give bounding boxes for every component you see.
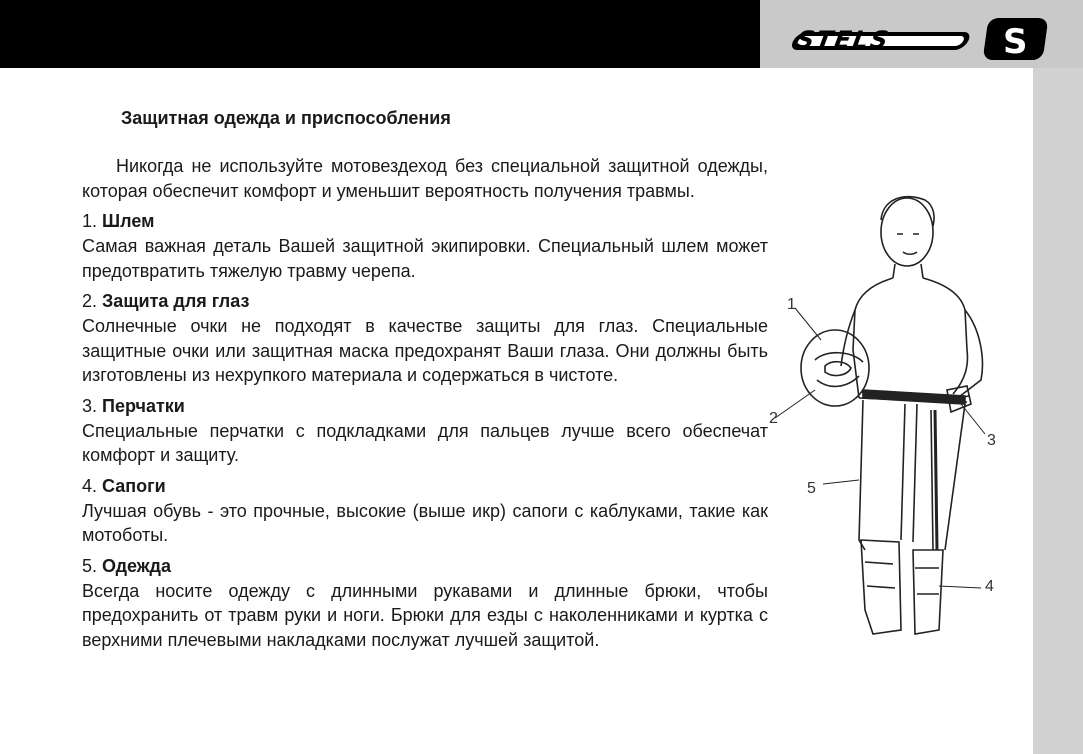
section-eye-protection: [82, 289, 768, 388]
rider-figure: [755, 190, 1025, 650]
section-number: 2.: [82, 291, 98, 311]
section-body: Специальные перчатки с подкладками для пальцев лучше всего обеспечат комфорт и защиту.: [82, 420, 768, 465]
section-clothing: [82, 554, 768, 653]
section-number: 5.: [82, 555, 98, 576]
section-body: Солнечные очки не подходят в качестве защиты для глаз. Специальные защитные очки или защитная маска предохранят Ваши глаза. Они должны быть изготовлены из нехрупкого материала и содержаться в чистоте.: [82, 316, 768, 385]
section-body: Лучшая обувь - это прочные, высокие (выше икр) сапоги с каблуками, такие как мотоботы.: [82, 500, 768, 545]
section-body: Всегда носите одежду с длинными рукавами и длинные брюки, чтобы предохранить от травм руки и ноги. Брюки для езды с наколенниками и куртка с верхними плечевыми накладками послужат лучшей защитой.: [82, 580, 768, 650]
callout-label: 4: [985, 578, 994, 595]
page-title: Защитная одежда и приспособления: [121, 108, 451, 128]
section-gloves: [82, 394, 768, 468]
brand-wordmark: STELS: [794, 26, 892, 54]
brand-mark-icon: S: [1003, 22, 1028, 62]
document-content: [82, 104, 768, 652]
intro-paragraph: Никогда не используйте мотовездеход без специальной защитной одежды, которая обеспечит комфорт и уменьшит вероятность получения травмы.: [82, 156, 768, 201]
section-helmet: [82, 209, 768, 283]
section-boots: [82, 474, 768, 548]
header-bar: [0, 0, 760, 68]
section-title: Шлем: [102, 211, 155, 231]
section-number: 4.: [82, 475, 98, 496]
section-title: Перчатки: [102, 395, 185, 416]
callout-label: 1: [787, 296, 796, 313]
callout-label: 3: [987, 432, 996, 449]
callout-label: 2: [769, 410, 778, 427]
logo-panel: [760, 0, 1083, 68]
section-title: Защита для глаз: [102, 291, 250, 311]
section-title: Сапоги: [102, 475, 166, 496]
section-number: 3.: [82, 395, 98, 416]
section-number: 1.: [82, 211, 98, 231]
section-body: Самая важная деталь Вашей защитной экипировки. Специальный шлем может предотвратить тяжелую травму черепа.: [82, 236, 768, 281]
callout-label: 5: [807, 480, 816, 497]
section-title: Одежда: [102, 555, 171, 576]
right-sidebar: [1033, 68, 1083, 754]
stels-logo: [760, 0, 1083, 68]
